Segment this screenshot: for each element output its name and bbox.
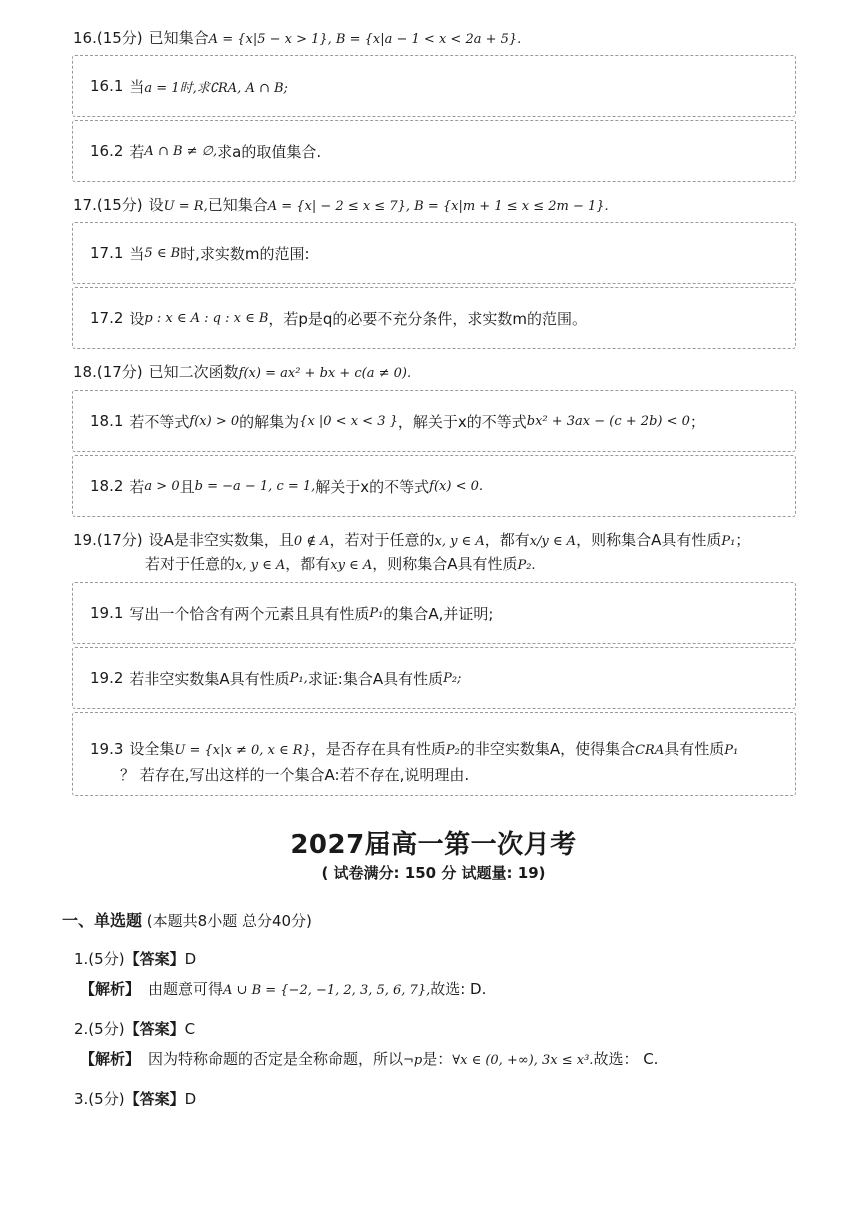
q18-1-mid2: ，解关于x的不等式 xyxy=(397,412,527,431)
explanation-2-tail: 故选： C. xyxy=(593,1050,659,1068)
explanation-1-tail: 故选: D. xyxy=(430,980,487,998)
answer-2-tag: 【答案】 xyxy=(124,1020,185,1038)
q17-1-number: 17.1 xyxy=(90,244,124,262)
answer-2-value: C xyxy=(184,1020,196,1038)
q16-1-math: a = 1时,求∁RA, A ∩ B; xyxy=(144,80,288,96)
q19-stem-text-a: 设A是非空实数集，且 xyxy=(148,531,294,549)
q18-2-mid2: 解关于x的不等式 xyxy=(315,477,430,496)
q19-stem-text-d: ，则称集合A具有性质 xyxy=(576,531,722,549)
q18-stem-text: 已知二次函数 xyxy=(148,363,239,381)
q19-3-math2: P₂ xyxy=(445,743,460,758)
q17-2-number: 17.2 xyxy=(90,309,124,327)
q19-2-text: 若非空实数集A具有性质 xyxy=(129,669,290,688)
q16-2-text: 若 xyxy=(129,142,145,161)
answer-3-value: D xyxy=(184,1090,197,1108)
q19-3-line1 xyxy=(90,737,795,763)
explanation-2-mid: 是： xyxy=(422,1050,453,1068)
q18-stem-math: f(x) = ax² + bx + c(a ≠ 0). xyxy=(238,366,412,381)
q17-2-text: 设 xyxy=(129,309,145,328)
explanation-1-text: 由题意可得 xyxy=(148,980,224,998)
q19-1-number: 19.1 xyxy=(90,604,124,622)
q16-1-text: 当 xyxy=(129,77,145,96)
q18-stem xyxy=(73,361,411,385)
q17-2-tail: ，若p是q的必要不充分条件，求实数m的范围。 xyxy=(268,309,588,328)
q17-number: 17.(15分) xyxy=(73,196,143,214)
section-heading xyxy=(62,908,312,931)
q19-stem-text-b: ，若对于任意的 xyxy=(329,531,435,549)
q16-1-number: 16.1 xyxy=(90,77,124,95)
q19-3-number: 19.3 xyxy=(90,740,124,758)
q19-number: 19.(17分) xyxy=(73,531,143,549)
q19-stem-math-3: x/y ∈ A xyxy=(529,534,577,549)
explanation-1-math: A ∪ B = {−2, −1, 2, 3, 5, 6, 7}, xyxy=(223,983,431,998)
q18-1-mid: 的解集为 xyxy=(239,412,300,431)
explanation-2-tag: 【解析】 xyxy=(80,1050,141,1068)
answer-3-tag: 【答案】 xyxy=(124,1090,185,1108)
q19-stem-line2 xyxy=(145,553,536,577)
q18-1-answer-box[interactable] xyxy=(72,390,796,452)
q19-3-answer-box[interactable] xyxy=(72,712,796,796)
q18-2-math2: b = −a − 1, c = 1, xyxy=(194,478,316,494)
q19-1-math: P₁ xyxy=(369,605,384,621)
q17-2-answer-box[interactable] xyxy=(72,287,796,349)
exam-subtitle: ( 试卷满分: 150 分 试题量: 19) xyxy=(321,864,546,882)
q19-stem2-math-2: xy ∈ A xyxy=(330,558,373,573)
q16-2-tail: 求a的取值集合. xyxy=(217,142,322,161)
q19-3-mid3: 具有性质 xyxy=(664,740,725,758)
q16-2-answer-box[interactable] xyxy=(72,120,796,182)
q18-2-math: a > 0 xyxy=(144,478,180,494)
q19-2-number: 19.2 xyxy=(90,669,124,687)
q16-stem-math: A = {x|5 − x > 1}, B = {x|a − 1 < x < 2a + 5}. xyxy=(208,32,522,47)
q18-1-math: f(x) > 0 xyxy=(189,413,240,429)
q18-2-mid: 且 xyxy=(179,477,195,496)
q16-number: 16.(15分) xyxy=(73,29,143,47)
q19-stem-math-1: 0 ∉ A xyxy=(293,534,330,549)
q19-2-mid: 求证:集合A具有性质 xyxy=(307,669,444,688)
q19-stem-text-e: ； xyxy=(735,531,751,549)
q19-1-answer-box[interactable] xyxy=(72,582,796,644)
q19-stem2-text-b: ，都有 xyxy=(285,555,331,573)
q17-1-answer-box[interactable] xyxy=(72,222,796,284)
q19-stem2-math-1: x, y ∈ A xyxy=(235,558,286,573)
q17-stem-text: 设 xyxy=(148,196,164,214)
q18-1-number: 18.1 xyxy=(90,412,124,430)
q19-stem-math-2: x, y ∈ A xyxy=(434,534,485,549)
q17-2-math: p : x ∈ A : q : x ∈ B xyxy=(144,310,269,326)
q19-2-math2: P₂; xyxy=(443,670,462,686)
answer-1-tag: 【答案】 xyxy=(124,950,185,968)
q18-2-number: 18.2 xyxy=(90,477,124,495)
explanation-2-math: ¬p xyxy=(403,1053,423,1068)
q17-1-tail: 时,求实数m的范围: xyxy=(180,244,310,263)
q19-3-text: 设全集 xyxy=(129,740,175,758)
explanation-2 xyxy=(80,1048,658,1069)
q17-stem xyxy=(73,194,609,218)
q19-3-math3: CRA xyxy=(635,743,665,758)
q17-stem-math: U = R, xyxy=(163,199,208,214)
q19-stem-line1 xyxy=(73,529,750,553)
q16-2-number: 16.2 xyxy=(90,142,124,160)
q19-stem-text-c: ，都有 xyxy=(484,531,530,549)
q18-number: 18.(17分) xyxy=(73,363,143,381)
explanation-1 xyxy=(80,978,486,999)
explanation-2-math2: ∀x ∈ (0, +∞), 3x ≤ x³. xyxy=(452,1053,594,1068)
answer-2 xyxy=(74,1018,195,1039)
q19-stem2-text-c: ，则称集合A具有性质 xyxy=(372,555,518,573)
q16-1-answer-box[interactable] xyxy=(72,55,796,117)
q18-2-text: 若 xyxy=(129,477,145,496)
q16-2-math: A ∩ B ≠ ∅, xyxy=(144,143,218,159)
q17-stem-math2: A = {x| − 2 ≤ x ≤ 7}, B = {x|m + 1 ≤ x ≤ 2m − 1}. xyxy=(267,199,609,214)
q18-2-answer-box[interactable] xyxy=(72,455,796,517)
q19-3-mid2: 的非空实数集A，使得集合 xyxy=(459,740,636,758)
q19-3-math: U = {x|x ≠ 0, x ∈ R} xyxy=(174,743,311,758)
answer-2-number: 2.(5分) xyxy=(74,1020,125,1038)
q19-stem2-math-3: P₂. xyxy=(517,558,536,573)
q18-2-math3: f(x) < 0. xyxy=(429,478,484,494)
answer-1-number: 1.(5分) xyxy=(74,950,125,968)
answer-3 xyxy=(74,1088,196,1109)
explanation-2-text: 因为特称命题的否定是全称命题，所以 xyxy=(148,1050,404,1068)
q18-1-math3: bx² + 3ax − (c + 2b) < 0 xyxy=(526,413,690,429)
answer-1-value: D xyxy=(184,950,197,968)
q18-1-text: 若不等式 xyxy=(129,412,190,431)
q17-1-math: 5 ∈ B xyxy=(144,245,181,261)
explanation-1-tag: 【解析】 xyxy=(80,980,141,998)
q19-2-answer-box[interactable] xyxy=(72,647,796,709)
q18-1-tail: ； xyxy=(689,412,705,431)
section-title: 一、单选题 xyxy=(62,911,143,930)
answer-3-number: 3.(5分) xyxy=(74,1090,125,1108)
q16-stem-text: 已知集合 xyxy=(148,29,209,47)
q17-stem-text2: 已知集合 xyxy=(207,196,268,214)
q19-2-math: P₁, xyxy=(289,670,308,686)
q18-1-math2: {x |0 < x < 3 } xyxy=(299,413,398,429)
section-note: (本题共8小题 总分40分) xyxy=(146,912,312,930)
q19-1-tail: 的集合A,并证明; xyxy=(383,604,494,623)
q19-3-math4: P₁ xyxy=(724,743,739,758)
q19-stem-math-4: P₁ xyxy=(721,534,736,549)
exam-title: 2027届高一第一次月考 xyxy=(290,830,577,860)
q19-stem2-text-a: 若对于任意的 xyxy=(145,555,236,573)
q19-1-text: 写出一个恰含有两个元素且具有性质 xyxy=(129,604,370,623)
q19-3-mid: ，是否存在具有性质 xyxy=(310,740,446,758)
q17-1-text: 当 xyxy=(129,244,145,263)
q16-stem xyxy=(73,27,521,51)
q19-3-line2: ？ 若存在,写出这样的一个集合A:若不存在,说明理由. xyxy=(120,766,470,784)
answer-1 xyxy=(74,948,196,969)
